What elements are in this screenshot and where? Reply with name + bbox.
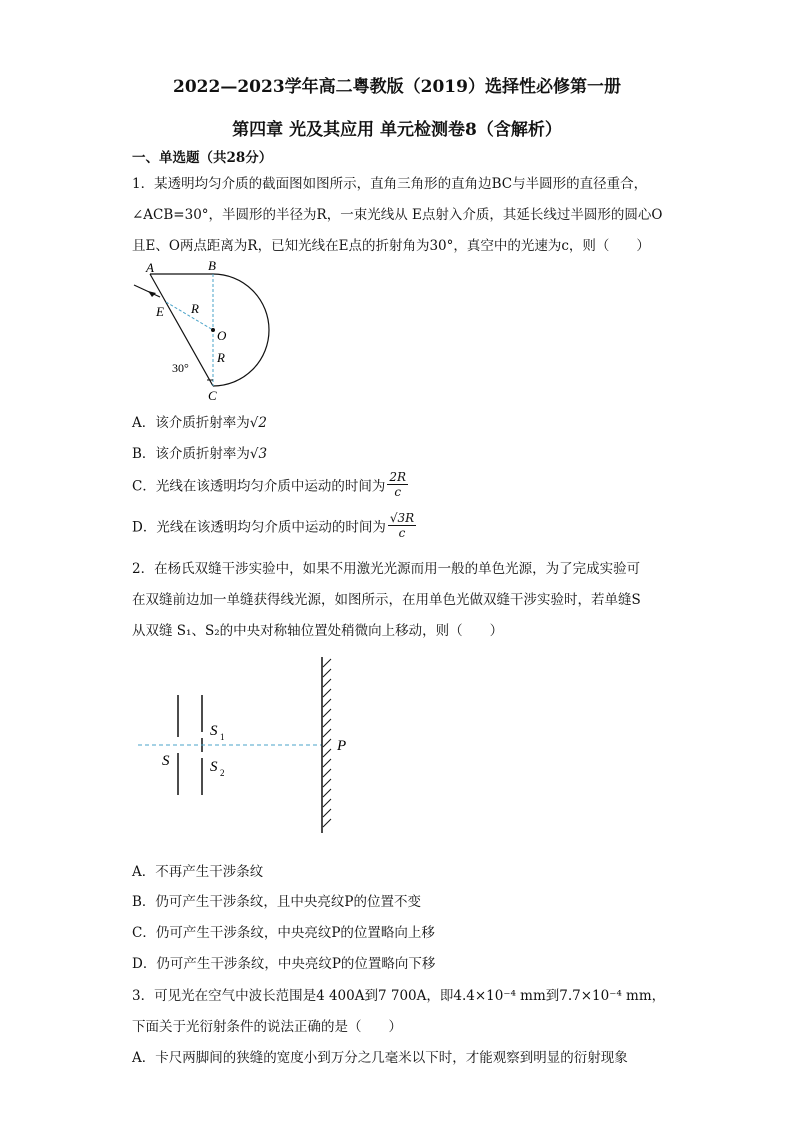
q1-line-2: ∠ACB=30°，半圆形的半径为R，一束光线从 E点射入介质，其延长线过半圆形的圆心O	[132, 207, 663, 223]
q1-option-d-fraction: $\frac{√3R}{c}$	[389, 511, 415, 540]
label-r1: R	[191, 301, 199, 316]
q2-option-b: B．仍可产生干涉条纹，且中央亮纹P的位置不变	[132, 894, 422, 910]
label-s2: S	[210, 759, 218, 775]
label-angle: 30°	[172, 361, 189, 375]
label-p: P	[337, 738, 347, 754]
q1-line-1: 1．某透明均匀介质的截面图如图所示，直角三角形的直角边BC与半圆形的直径重合，	[132, 176, 648, 192]
q2-line-2: 在双缝前边加一单缝获得线光源，如图所示，在用单色光做双缝干涉实验时，若单缝S	[132, 592, 641, 608]
q2-line-1: 2．在杨氏双缝干涉实验中，如果不用激光光源而用一般的单色光源，为了完成实验可	[132, 561, 641, 577]
title-line-2: 第四章 光及其应用 单元检测卷8（含解析）	[232, 120, 562, 140]
label-o: O	[217, 328, 227, 343]
q1-option-a: A．该介质折射率为√2	[132, 415, 267, 431]
q3-line-2: 下面关于光衍射条件的说法正确的是（ ）	[132, 1019, 402, 1035]
q1-option-d: D．光线在该透明均匀介质中运动的时间为 $\frac{√3R}{c}$	[132, 511, 415, 540]
q1-line-3: 且E、O两点距离为R，已知光线在E点的折射角为30°，真空中的光速为c，则（ ）	[132, 238, 650, 254]
q1-option-c: C．光线在该透明均匀介质中运动的时间为 $\frac{2R}{c}$	[132, 470, 407, 499]
label-a: A	[146, 260, 154, 275]
q1-option-b: B．该介质折射率为√3	[132, 446, 268, 462]
label-s1: S	[210, 723, 218, 739]
label-s2-sub: 2	[220, 768, 225, 778]
label-r2: R	[217, 350, 225, 365]
q2-option-a: A．不再产生干涉条纹	[132, 864, 264, 880]
q1-option-a-value: √2	[249, 415, 267, 431]
q2-figure	[130, 655, 370, 840]
q3-option-a: A．卡尺两脚间的狭缝的宽度小到万分之几毫米以下时，才能观察到明显的衍射现象	[132, 1050, 628, 1066]
q1-option-c-fraction: $\frac{2R}{c}$	[389, 470, 407, 499]
q3-line-1: 3．可见光在空气中波长范围是4 400A到7 700A，即4.4×10⁻⁴ mm到7.7×10⁻⁴ mm，	[132, 988, 666, 1004]
label-s1-sub: 1	[220, 732, 225, 742]
q2-line-3: 从双缝 S₁、S₂的中央对称轴位置处稍微向上移动，则（ ）	[132, 623, 504, 639]
title-line-1: 2022—2023学年高二粤教版（2019）选择性必修第一册	[173, 77, 621, 97]
label-c: C	[208, 388, 217, 403]
label-s: S	[162, 753, 170, 769]
q2-option-d: D．仍可产生干涉条纹，中央亮纹P的位置略向下移	[132, 956, 436, 972]
label-b: B	[208, 258, 216, 273]
q1-figure	[128, 256, 278, 406]
label-e: E	[156, 304, 164, 319]
section-heading: 一、单选题（共28分）	[132, 150, 273, 166]
q2-option-c: C．仍可产生干涉条纹，中央亮纹P的位置略向上移	[132, 925, 435, 941]
q1-option-b-value: √3	[249, 446, 268, 462]
